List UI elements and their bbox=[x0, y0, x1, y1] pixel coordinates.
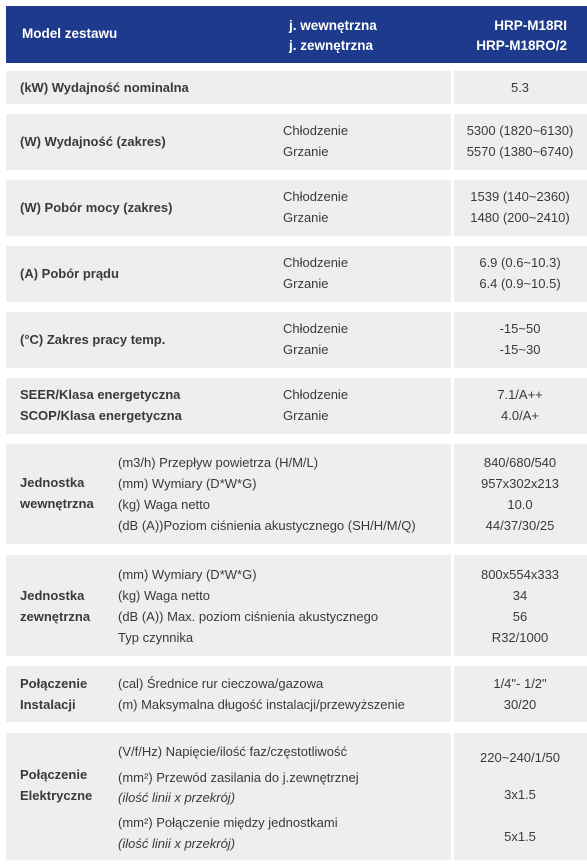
seer-label: SEER/Klasa energetyczna bbox=[20, 387, 181, 402]
row-capacity-range bbox=[6, 114, 587, 170]
current-heating-value: 6.4 (0.9~10.5) bbox=[479, 276, 561, 291]
indoor-unit-label-line2: wewnętrzna bbox=[20, 496, 94, 511]
indoor-param-airflow: (m3/h) Przepływ powietrza (H/M/L) bbox=[118, 455, 319, 470]
electrical-param-power-cable-note: (ilość linii x przekrój) bbox=[118, 790, 236, 805]
row-current bbox=[6, 246, 587, 302]
row-indoor-unit bbox=[6, 444, 587, 544]
capacity-heating-value: 5570 (1380~6740) bbox=[466, 144, 574, 159]
electrical-label-line1: Połączenie bbox=[20, 767, 88, 782]
header-models bbox=[476, 16, 567, 56]
capacity-range-label: (W) Wydajność (zakres) bbox=[20, 134, 166, 149]
installation-max-length-value: 30/20 bbox=[503, 697, 537, 712]
outdoor-noise-value: 56 bbox=[512, 609, 528, 624]
operating-temp-label: (°C) Zakres pracy temp. bbox=[20, 332, 166, 347]
mode-cooling: Chłodzenie bbox=[283, 255, 349, 270]
row-nominal-capacity bbox=[6, 71, 587, 104]
header-indoor-model: HRP-M18RI bbox=[494, 18, 567, 33]
row-electrical-connection bbox=[6, 733, 587, 860]
row-energy-class bbox=[6, 378, 587, 434]
installation-param-pipes: (cal) Średnice rur cieczowa/gazowa bbox=[118, 676, 324, 691]
electrical-param-interconnect: (mm²) Połączenie między jednostkami bbox=[118, 815, 338, 830]
mode-cooling: Chłodzenie bbox=[283, 189, 349, 204]
header-model-label: Model zestawu bbox=[22, 26, 118, 41]
seer-value: 7.1/A++ bbox=[497, 387, 543, 402]
header-unit-types bbox=[289, 16, 377, 56]
outdoor-dimensions-value: 800x554x333 bbox=[480, 567, 560, 582]
mode-cooling: Chłodzenie bbox=[283, 387, 349, 402]
mode-cooling: Chłodzenie bbox=[283, 123, 349, 138]
header-indoor-unit: j. wewnętrzna bbox=[289, 18, 377, 33]
installation-param-max-length: (m) Maksymalna długość instalacji/przewyższenie bbox=[118, 697, 405, 712]
outdoor-param-dimensions: (mm) Wymiary (D*W*G) bbox=[118, 567, 257, 582]
scop-value: 4.0/A+ bbox=[501, 408, 539, 423]
nominal-capacity-value: 5.3 bbox=[510, 80, 530, 95]
electrical-interconnect-value: 5x1.5 bbox=[504, 829, 536, 844]
outdoor-param-refrigerant: Typ czynnika bbox=[118, 630, 194, 645]
mode-heating: Grzanie bbox=[283, 276, 329, 291]
mode-heating: Grzanie bbox=[283, 342, 329, 357]
row-installation-connection bbox=[6, 666, 587, 722]
indoor-dimensions-value: 957x302x213 bbox=[480, 476, 560, 491]
electrical-param-interconnect-note: (ilość linii x przekrój) bbox=[118, 836, 236, 851]
power-heating-value: 1480 (200~2410) bbox=[470, 210, 570, 225]
outdoor-unit-label-line2: zewnętrzna bbox=[20, 609, 91, 624]
outdoor-weight-value: 34 bbox=[512, 588, 528, 603]
row-power-consumption bbox=[6, 180, 587, 236]
mode-cooling: Chłodzenie bbox=[283, 321, 349, 336]
indoor-param-noise: (dB (A))Poziom ciśnienia akustycznego (SH/H/M/Q) bbox=[118, 518, 416, 533]
outdoor-refrigerant-value: R32/1000 bbox=[491, 630, 549, 645]
installation-pipes-value: 1/4"- 1/2" bbox=[493, 676, 547, 691]
indoor-weight-value: 10.0 bbox=[507, 497, 533, 512]
outdoor-unit-label-line1: Jednostka bbox=[20, 588, 85, 603]
indoor-airflow-value: 840/680/540 bbox=[483, 455, 557, 470]
electrical-param-power-cable: (mm²) Przewód zasilania do j.zewnętrznej bbox=[118, 770, 359, 785]
mode-heating: Grzanie bbox=[283, 144, 329, 159]
installation-label-line1: Połączenie bbox=[20, 676, 88, 691]
current-label: (A) Pobór prądu bbox=[20, 266, 119, 281]
value-cell bbox=[451, 666, 587, 722]
installation-label-line2: Instalacji bbox=[20, 697, 76, 712]
power-cooling-value: 1539 (140~2360) bbox=[470, 189, 570, 204]
electrical-supply-value: 220~240/1/50 bbox=[480, 750, 560, 765]
outdoor-param-weight: (kg) Waga netto bbox=[118, 588, 211, 603]
indoor-noise-value: 44/37/30/25 bbox=[485, 518, 555, 533]
current-cooling-value: 6.9 (0.6~10.3) bbox=[479, 255, 561, 270]
electrical-label-line2: Elektryczne bbox=[20, 788, 93, 803]
electrical-power-cable-value: 3x1.5 bbox=[504, 787, 536, 802]
row-operating-temp bbox=[6, 312, 587, 368]
indoor-param-dimensions: (mm) Wymiary (D*W*G) bbox=[118, 476, 257, 491]
indoor-unit-label-line1: Jednostka bbox=[20, 475, 85, 490]
header-outdoor-unit: j. zewnętrzna bbox=[289, 38, 374, 53]
capacity-cooling-value: 5300 (1820~6130) bbox=[466, 123, 574, 138]
electrical-param-supply: (V/f/Hz) Napięcie/ilość faz/częstotliwość bbox=[118, 744, 348, 759]
header-outdoor-model: HRP-M18RO/2 bbox=[476, 38, 567, 53]
nominal-capacity-label: (kW) Wydajność nominalna bbox=[20, 80, 189, 95]
indoor-param-weight: (kg) Waga netto bbox=[118, 497, 211, 512]
mode-heating: Grzanie bbox=[283, 210, 329, 225]
table-header bbox=[6, 6, 587, 63]
scop-label: SCOP/Klasa energetyczna bbox=[20, 408, 182, 423]
outdoor-param-noise: (dB (A)) Max. poziom ciśnienia akustycznego bbox=[118, 609, 379, 624]
power-consumption-label: (W) Pobór mocy (zakres) bbox=[20, 200, 173, 215]
temp-cooling-value: -15~50 bbox=[499, 321, 541, 336]
row-outdoor-unit bbox=[6, 555, 587, 656]
mode-heating: Grzanie bbox=[283, 408, 329, 423]
temp-heating-value: -15~30 bbox=[499, 342, 541, 357]
